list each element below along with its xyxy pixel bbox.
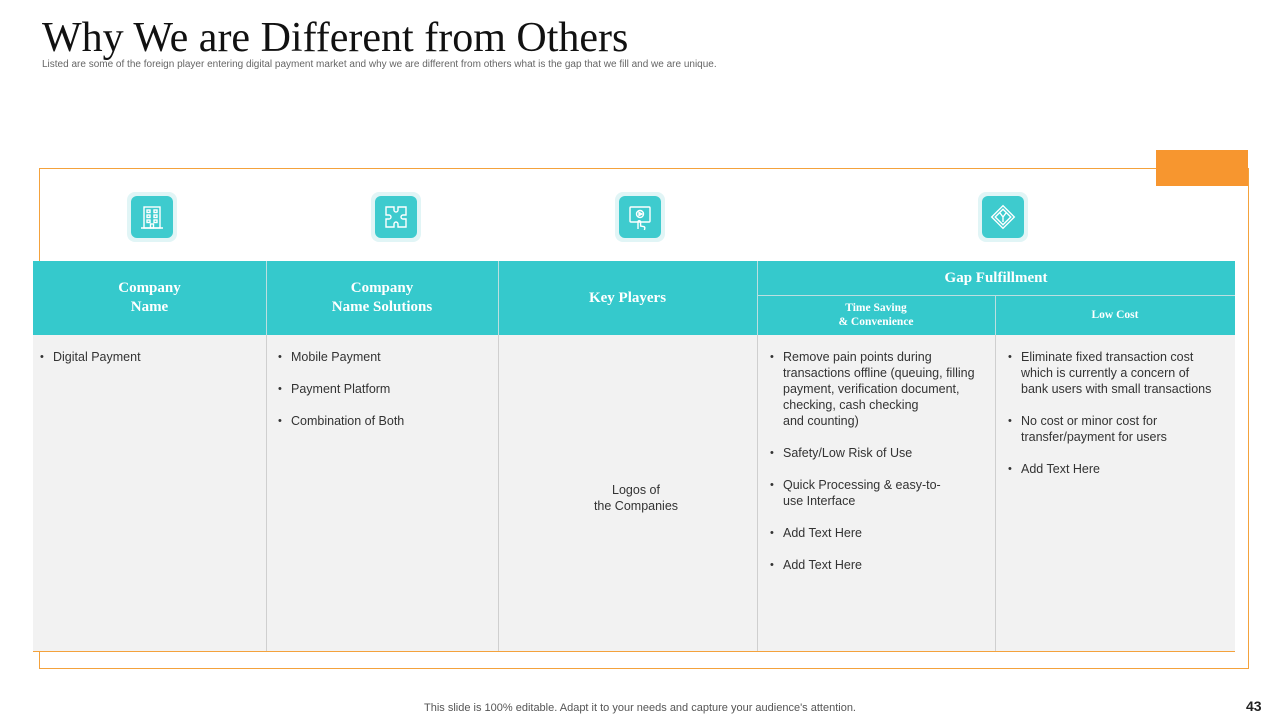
slide-title: Why We are Different from Others	[42, 15, 629, 61]
header-gap-fulfillment: Gap Fulfillment	[757, 261, 1235, 295]
column-divider	[995, 335, 996, 652]
key-players-placeholder	[501, 482, 771, 514]
list-item: • Add Text Here	[1001, 461, 1235, 477]
touch-screen-icon	[625, 202, 655, 232]
list-item: • Remove pain points during transactions offline (queuing, filling payment, verification document, checking, cash checking and counting)	[763, 349, 995, 429]
header-company-solutions: Company Name Solutions	[266, 261, 498, 335]
road-sign-icon-tile	[978, 192, 1028, 242]
puzzle-icon-tile	[371, 192, 421, 242]
column-divider	[266, 335, 267, 652]
comparison-table	[33, 261, 1235, 652]
puzzle-icon	[381, 202, 411, 232]
header-time-saving: Time Saving & Convenience	[757, 295, 995, 335]
key-players-line: the Companies	[593, 499, 679, 513]
list-item: • Combination of Both	[271, 413, 496, 429]
list-item: • Digital Payment	[33, 349, 266, 365]
building-icon-tile	[127, 192, 177, 242]
header-key-players: Key Players	[498, 261, 757, 335]
column-divider	[498, 335, 499, 652]
header-divider	[757, 261, 758, 335]
header-company-name: Company Name	[33, 261, 266, 335]
orange-accent-box	[1156, 150, 1248, 186]
list-item: • Eliminate fixed transaction cost which is currently a concern of bank users with small transactions	[1001, 349, 1235, 397]
slide-subtitle: Listed are some of the foreign player entering digital payment market and why we are different from others what is the gap that we fill and we are unique.	[42, 59, 717, 70]
header-divider	[757, 295, 1235, 296]
building-icon	[137, 202, 167, 232]
header-divider	[498, 261, 499, 335]
list-item: • Quick Processing & easy-to- use Interface	[763, 477, 995, 509]
list-item: • No cost or minor cost for transfer/payment for users	[1001, 413, 1235, 445]
list-item: • Add Text Here	[763, 557, 995, 573]
time-saving-list	[763, 349, 995, 589]
page-number: 43	[1246, 698, 1262, 714]
list-item: • Add Text Here	[763, 525, 995, 541]
key-players-line: Logos of	[612, 483, 660, 497]
road-sign-icon	[988, 202, 1018, 232]
touch-screen-icon-tile	[615, 192, 665, 242]
table-bottom-border	[33, 651, 1235, 652]
company-solutions-list	[271, 349, 496, 445]
header-divider	[266, 261, 267, 335]
header-divider	[995, 295, 996, 335]
low-cost-list	[1001, 349, 1235, 493]
header-low-cost: Low Cost	[995, 295, 1235, 335]
list-item: • Mobile Payment	[271, 349, 496, 365]
list-item: • Payment Platform	[271, 381, 496, 397]
slide-footer: This slide is 100% editable. Adapt it to your needs and capture your audience's attention.	[424, 702, 856, 714]
company-name-list	[33, 349, 266, 381]
list-item: • Safety/Low Risk of Use	[763, 445, 995, 461]
